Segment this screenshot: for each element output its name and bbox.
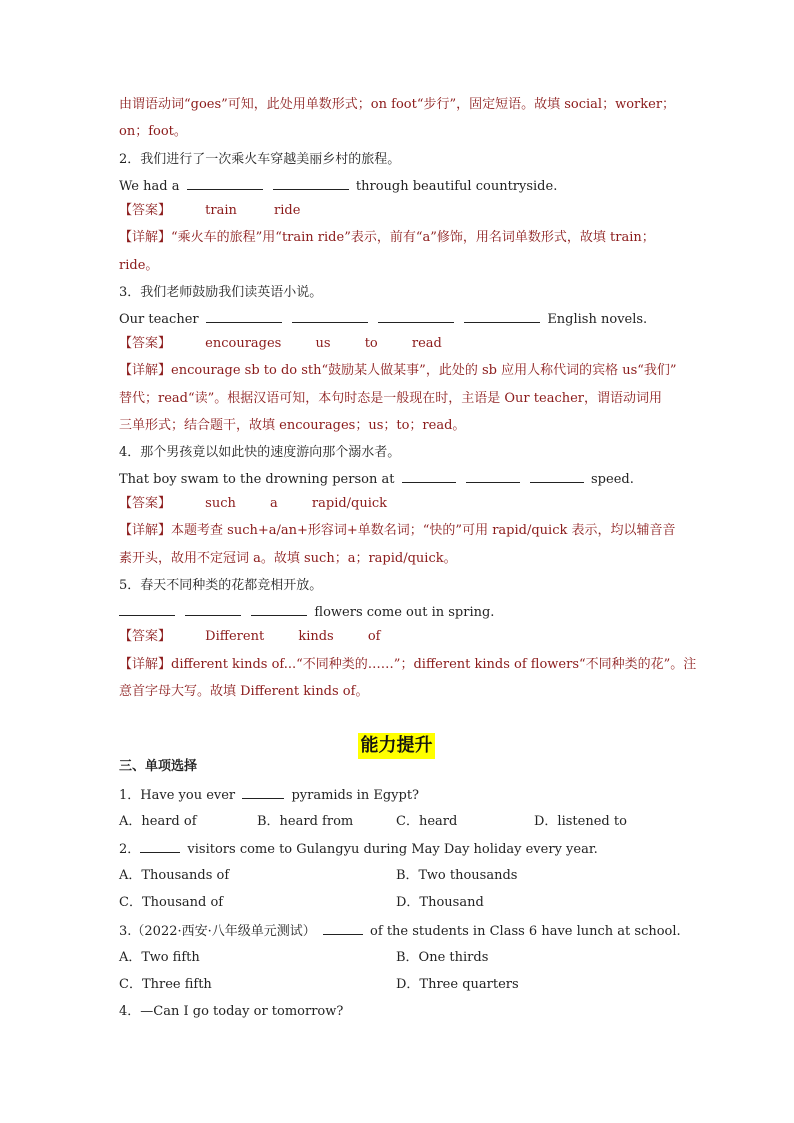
answer-label: 【答案】 [119,336,172,351]
blank [206,309,282,323]
q4-chinese: 4．那个男孩竟以如此快的速度游向那个溺水者。 [119,445,401,460]
answer-word: rapid/quick [311,496,388,511]
stem-text: visitors come to Gulangyu during May Day holiday every year. [187,842,598,857]
q3-text-after: English novels. [547,312,648,327]
q4-detail-line1 [119,521,684,541]
q5-detail-line1 [119,655,697,675]
option[interactable]: D．Thousand [396,895,484,910]
option[interactable]: A．Two fifth [119,950,200,965]
blank [292,309,368,323]
option[interactable]: B．Two thousands [396,868,518,883]
answer-word: kinds [298,629,334,644]
blank [273,176,349,190]
q2-detail-line2: ride。 [119,258,159,273]
q4-detail-line2: 素开头，故用不定冠词 a。故填 such；a；rapid/quick。 [119,551,457,566]
q3-text-before: Our teacher [119,312,199,327]
q5-chinese: 5．春天不同种类的花都竞相开放。 [119,578,323,593]
answer-word: of [367,629,381,644]
q3-answer [119,334,684,354]
q4-text-after: speed. [591,472,634,487]
q3-detail-line1 [119,361,684,381]
stem-text: 2． [119,842,141,857]
answer-word: Different [205,629,265,644]
detail-continued-line2: on；foot。 [119,124,187,139]
mc2-stem [119,839,684,860]
mc1-stem [119,785,684,806]
q2-text-before: We had a [119,179,180,194]
answer-label: 【答案】 [119,203,172,218]
blank [466,469,520,483]
option[interactable]: B．One thirds [396,950,489,965]
blank [119,602,175,616]
q2-english [119,176,684,197]
blank [464,309,540,323]
stem-text: 3.（2022·西安·八年级单元测试） [119,924,316,939]
section-heading: 能力提升 [358,733,435,759]
detail-text: encourage sb to do sth“鼓励某人做某事”，此处的 sb 应用人称代词的宾格 us“我们” [171,363,677,378]
detail-text: “乘火车的旅程”用“train ride”表示，前有“a”修饰，用名词单数形式，故填 train； [171,230,655,245]
stem-text: of the students in Class 6 have lunch at school. [370,924,681,939]
detail-continued-line1: 由谓语动词“goes”可知，此处用单数形式；on foot“步行”，固定短语。故填 social；worker； [119,97,676,112]
q5-english [119,602,684,623]
blank [185,602,241,616]
blank [251,602,307,616]
blank [242,785,284,799]
answer-word: read [411,336,442,351]
blank [530,469,584,483]
q3-detail-line3: 三单形式；结合题干，故填 encourages；us；to；read。 [119,418,466,433]
option[interactable]: C．Three fifth [119,977,212,992]
q2-chinese: 2．我们进行了一次乘火车穿越美丽乡村的旅程。 [119,152,401,167]
answer-word: us [315,336,331,351]
detail-label: 【详解】 [119,363,172,378]
q5-answer [119,627,684,647]
answer-label: 【答案】 [119,629,172,644]
option[interactable]: D．listened to [534,814,627,829]
blank [323,921,363,935]
q2-detail-line1 [119,228,684,248]
q2-text-after: through beautiful countryside. [355,179,558,194]
stem-text: 1．Have you ever [119,788,236,803]
blank [402,469,456,483]
detail-text: different kinds of...“不同种类的……”；different kinds of flowers“不同种类的花”。注 [171,657,697,672]
blank [378,309,454,323]
answer-word: a [270,496,278,511]
q3-chinese: 3．我们老师鼓励我们读英语小说。 [119,285,323,300]
detail-label: 【详解】 [119,230,172,245]
stem-text: pyramids in Egypt? [291,788,420,803]
option[interactable]: C．heard [396,814,458,829]
detail-label: 【详解】 [119,523,172,538]
detail-label: 【详解】 [119,657,172,672]
answer-word: such [205,496,236,511]
option[interactable]: D．Three quarters [396,977,519,992]
mc4-stem: 4．—Can I go today or tomorrow? [119,1004,344,1019]
blank [187,176,263,190]
q3-english [119,309,684,330]
answer-label: 【答案】 [119,496,172,511]
answer-word: encourages [205,336,282,351]
q5-text-after: flowers come out in spring. [314,605,495,620]
q4-answer [119,494,684,514]
option[interactable]: B．heard from [257,814,354,829]
q4-english [119,469,684,490]
q5-detail-line2: 意首字母大写。故填 Different kinds of。 [119,684,369,699]
answer-word: train [205,203,237,218]
option[interactable]: C．Thousand of [119,895,224,910]
answer-word: ride [274,203,301,218]
mc3-stem [119,921,684,942]
option[interactable]: A．heard of [119,814,197,829]
answer-word: to [364,336,378,351]
q4-text-before: That boy swam to the drowning person at [119,472,395,487]
section-title: 三、单项选择 [119,759,198,774]
option[interactable]: A．Thousands of [119,868,230,883]
detail-text: 本题考查 such+a/an+形容词+单数名词；“快的”可用 rapid/quick 表示，均以辅音音 [171,523,676,538]
q3-detail-line2: 替代；read“读”。根据汉语可知，本句时态是一般现在时，主语是 Our teacher，谓语动词用 [119,391,663,406]
q2-answer [119,201,684,221]
blank [140,839,180,853]
